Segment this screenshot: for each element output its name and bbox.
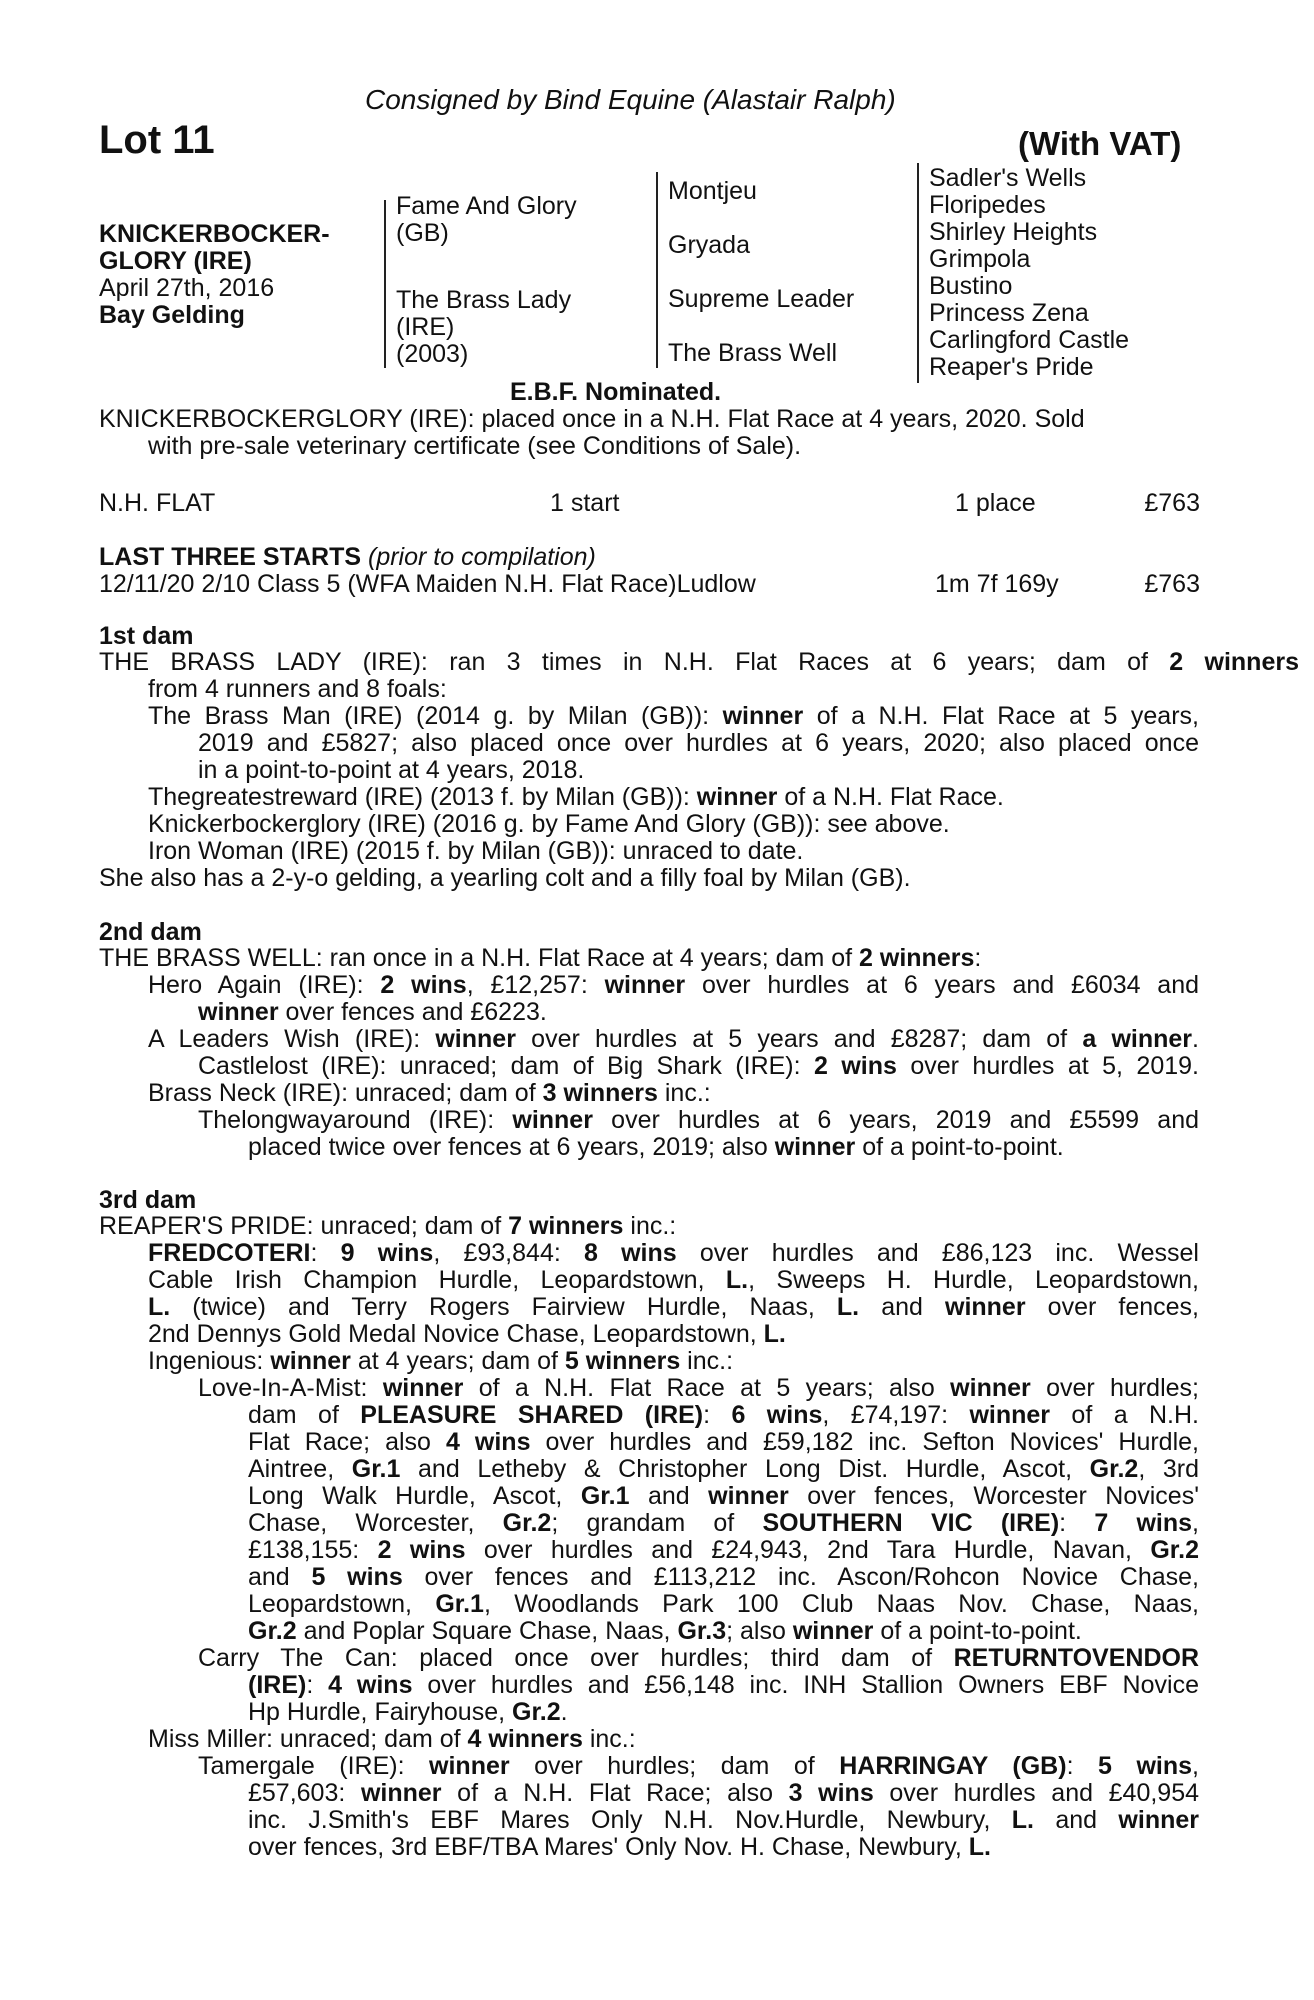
dam3-line: Gr.2 and Poplar Square Chase, Naas, Gr.3; also winner of a point-to-point. xyxy=(248,1617,1082,1645)
vat-status: (With VAT) xyxy=(1018,125,1182,162)
dam1-line: The Brass Man (IRE) (2014 g. by Milan (GB)): winner of a N.H. Flat Race at 5 years, xyxy=(148,703,1199,730)
dam3-line: Leopardstown, Gr.1, Woodlands Park 100 Club Naas Nov. Chase, Naas, xyxy=(248,1591,1199,1618)
pedigree-gen3-item: Floripedes xyxy=(929,191,1046,219)
record-places: 1 place xyxy=(955,489,1036,517)
first-dam-heading: 1st dam xyxy=(99,622,194,650)
pedigree-divider-2 xyxy=(656,172,658,368)
dam3-line: (IRE): 4 wins over hurdles and £56,148 inc. INH Stallion Owners EBF Novice xyxy=(248,1672,1199,1699)
dam2-line: A Leaders Wish (IRE): winner over hurdles at 5 years and £8287; dam of a winner. xyxy=(148,1026,1199,1053)
dam3-line: Chase, Worcester, Gr.2; grandam of SOUTHERN VIC (IRE): 7 wins, xyxy=(248,1510,1199,1537)
dam3-line: Cable Irish Champion Hurdle, Leopardstown, L., Sweeps H. Hurdle, Leopardstown, xyxy=(148,1267,1199,1294)
dam1-line: Knickerbockerglory (IRE) (2016 g. by Fame And Glory (GB)): see above. xyxy=(148,810,950,838)
pedigree-gen3-item: Reaper's Pride xyxy=(929,353,1094,381)
pedigree-gen2-item: Supreme Leader xyxy=(668,285,855,313)
pedigree-divider-3 xyxy=(917,163,919,383)
last-three-title: LAST THREE STARTS xyxy=(99,543,362,571)
pedigree-gen3-item: Sadler's Wells xyxy=(929,164,1087,192)
dam1-line: from 4 runners and 8 foals: xyxy=(148,675,447,703)
dam1-line: in a point-to-point at 4 years, 2018. xyxy=(198,756,585,784)
dam3-line: £138,155: 2 wins over hurdles and £24,943, 2nd Tara Hurdle, Navan, Gr.2 xyxy=(248,1537,1199,1564)
foaling-date: April 27th, 2016 xyxy=(99,274,275,302)
dam3-line: Tamergale (IRE): winner over hurdles; dam of HARRINGAY (GB): 5 wins, xyxy=(198,1753,1199,1780)
dam2-line: Castlelost (IRE): unraced; dam of Big Shark (IRE): 2 wins over hurdles at 5, 2019. xyxy=(198,1053,1199,1080)
pedigree-divider-1 xyxy=(384,200,386,368)
pedigree-gen3-item: Shirley Heights xyxy=(929,218,1098,246)
dam1-line: 2019 and £5827; also placed once over hurdles at 6 years, 2020; also placed once xyxy=(198,730,1199,757)
dam2-line: Thelongwayaround (IRE): winner over hurdles at 6 years, 2019 and £5599 and xyxy=(198,1107,1199,1134)
horse-name-line-1: KNICKERBOCKER- xyxy=(99,220,330,248)
last-start-race: 12/11/20 2/10 Class 5 (WFA Maiden N.H. Flat Race)Ludlow xyxy=(99,570,756,598)
ebf-nominated: E.B.F. Nominated. xyxy=(510,378,722,406)
dam3-line: Aintree, Gr.1 and Letheby & Christopher Long Dist. Hurdle, Ascot, Gr.2, 3rd xyxy=(248,1456,1199,1483)
dam2-line: winner over fences and £6223. xyxy=(198,998,547,1026)
dam2-line: placed twice over fences at 6 years, 2019; also winner of a point-to-point. xyxy=(248,1133,1064,1161)
dam3-line: REAPER'S PRIDE: unraced; dam of 7 winners inc.: xyxy=(99,1212,677,1240)
last-three-heading xyxy=(99,544,596,571)
second-dam-heading: 2nd dam xyxy=(99,918,202,946)
third-dam-heading: 3rd dam xyxy=(99,1186,197,1214)
dam3-line: Hp Hurdle, Fairyhouse, Gr.2. xyxy=(248,1698,568,1726)
horse-sex: Bay Gelding xyxy=(99,301,245,329)
dam3-line: FREDCOTERI: 9 wins, £93,844: 8 wins over hurdles and £86,123 inc. Wessel xyxy=(148,1240,1199,1267)
dam3-line: Miss Miller: unraced; dam of 4 winners inc.: xyxy=(148,1725,636,1753)
pedigree-gen3-item: Carlingford Castle xyxy=(929,326,1130,354)
record-type: N.H. FLAT xyxy=(99,489,216,517)
record-starts: 1 start xyxy=(550,489,620,517)
last-start-distance: 1m 7f 169y xyxy=(935,570,1059,598)
pedigree-gen2-item: Gryada xyxy=(668,231,750,259)
dam1-line: She also has a 2-y-o gelding, a yearling colt and a filly foal by Milan (GB). xyxy=(99,864,911,892)
dam3-line: Carry The Can: placed once over hurdles; third dam of RETURNTOVENDOR xyxy=(198,1645,1199,1672)
sire-name: Fame And Glory xyxy=(396,192,577,220)
dam-year: (2003) xyxy=(396,340,469,368)
dam3-line: over fences, 3rd EBF/TBA Mares' Only Nov. H. Chase, Newbury, L. xyxy=(248,1833,991,1861)
dam2-line: Hero Again (IRE): 2 wins, £12,257: winner over hurdles at 6 years and £6034 and xyxy=(148,972,1199,999)
dam3-line: inc. J.Smith's EBF Mares Only N.H. Nov.Hurdle, Newbury, L. and winner xyxy=(248,1807,1199,1834)
pedigree-gen3-item: Bustino xyxy=(929,272,1013,300)
dam-country: (IRE) xyxy=(396,313,455,341)
last-three-note: (prior to compilation) xyxy=(368,543,596,571)
dam3-line: Love-In-A-Mist: winner of a N.H. Flat Race at 5 years; also winner over hurdles; xyxy=(198,1375,1199,1402)
dam2-line: THE BRASS WELL: ran once in a N.H. Flat Race at 4 years; dam of 2 winners: xyxy=(99,944,982,972)
dam1-line: Iron Woman (IRE) (2015 f. by Milan (GB)): unraced to date. xyxy=(148,837,804,865)
pedigree-gen3-item: Grimpola xyxy=(929,245,1031,273)
dam3-line: L. (twice) and Terry Rogers Fairview Hurdle, Naas, L. and winner over fences, xyxy=(148,1294,1199,1321)
dam3-line: and 5 wins over fences and £113,212 inc. Ascon/Rohcon Novice Chase, xyxy=(248,1564,1199,1591)
pedigree-gen3-item: Princess Zena xyxy=(929,299,1089,327)
horse-name-line-2: GLORY (IRE) xyxy=(99,247,252,275)
intro-line: with pre-sale veterinary certificate (see Conditions of Sale). xyxy=(148,432,802,460)
dam3-line: £57,603: winner of a N.H. Flat Race; also 3 wins over hurdles and £40,954 xyxy=(248,1780,1199,1807)
dam3-line: Flat Race; also 4 wins over hurdles and £59,182 inc. Sefton Novices' Hurdle, xyxy=(248,1429,1199,1456)
lot-number: Lot 11 xyxy=(99,118,215,162)
dam1-line: THE BRASS LADY (IRE): ran 3 times in N.H. Flat Races at 6 years; dam of 2 winners xyxy=(99,649,1299,676)
pedigree-gen2-item: The Brass Well xyxy=(668,339,838,367)
sire-country: (GB) xyxy=(396,219,449,247)
dam1-line: Thegreatestreward (IRE) (2013 f. by Milan (GB)): winner of a N.H. Flat Race. xyxy=(148,783,1004,811)
last-start-prize: £763 xyxy=(1144,570,1200,598)
dam3-line: dam of PLEASURE SHARED (IRE): 6 wins, £74,197: winner of a N.H. xyxy=(248,1402,1199,1429)
intro-line: KNICKERBOCKERGLORY (IRE): placed once in a N.H. Flat Race at 4 years, 2020. Sold xyxy=(99,405,1085,433)
dam3-line: Long Walk Hurdle, Ascot, Gr.1 and winner over fences, Worcester Novices' xyxy=(248,1483,1199,1510)
record-earnings: £763 xyxy=(1144,489,1200,517)
dam2-line: Brass Neck (IRE): unraced; dam of 3 winners inc.: xyxy=(148,1079,711,1107)
dam-name: The Brass Lady xyxy=(396,286,572,314)
dam3-line: Ingenious: winner at 4 years; dam of 5 winners inc.: xyxy=(148,1347,734,1375)
consignor-line: Consigned by Bind Equine (Alastair Ralph) xyxy=(365,84,896,115)
dam3-line: 2nd Dennys Gold Medal Novice Chase, Leopardstown, L. xyxy=(148,1320,786,1348)
pedigree-gen2-item: Montjeu xyxy=(668,177,757,205)
